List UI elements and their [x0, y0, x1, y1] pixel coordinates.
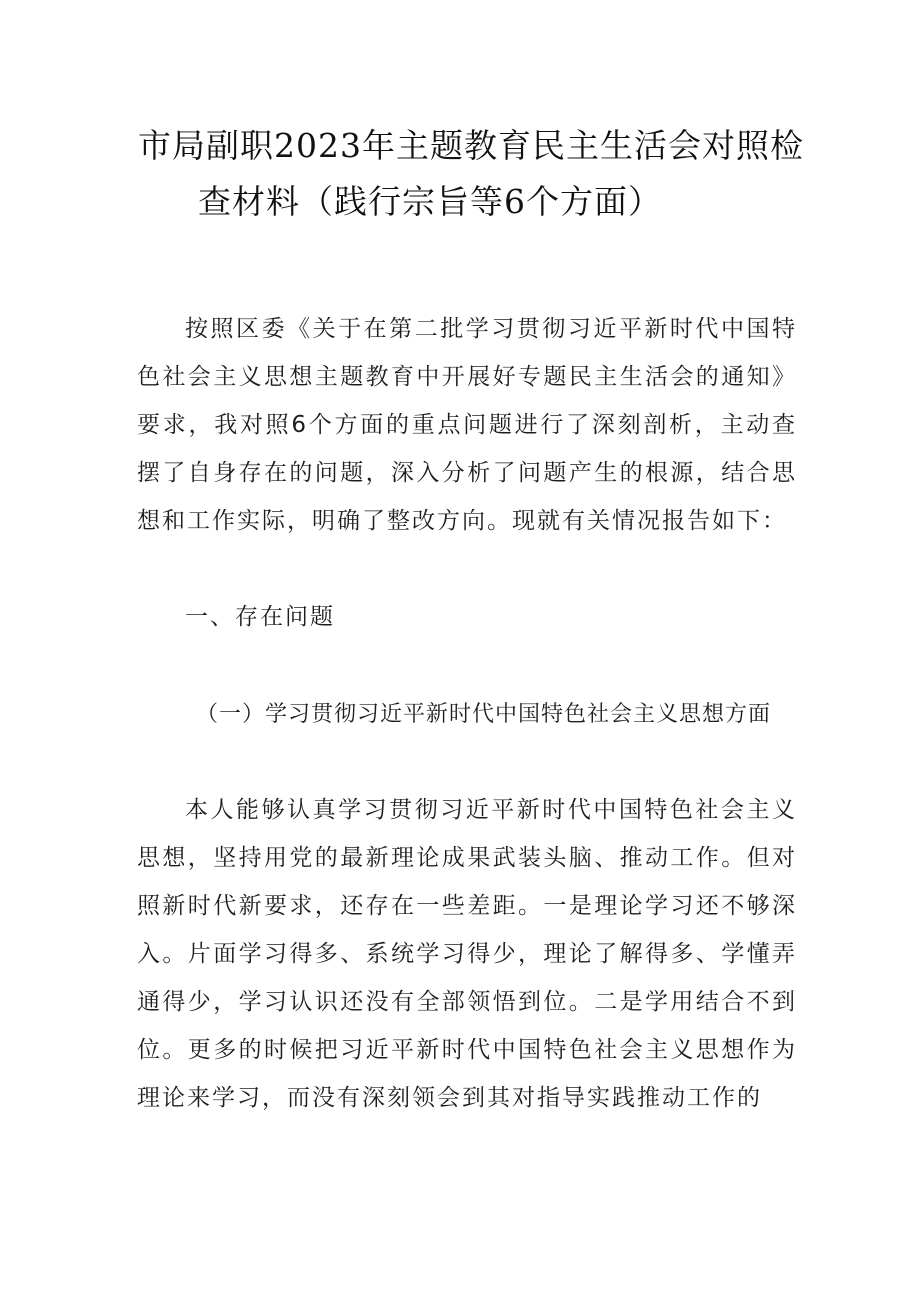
subsection-body-paragraph: 本人能够认真学习贯彻习近平新时代中国特色社会主义思想，坚持用党的最新理论成果武装头脑、推动工作。但对照新时代新要求，还存在一些差距。一是理论学习还不够深入。片面学习得多、系统学习得少，理论了解得多、学懂弄通得少，学习认识还没有全部领悟到位。二是学用结合不到位。更多的时候把习近平新时代中国特色社会主义思想作为理论来学习，而没有深刻领会到其对指导实践推动工作的 — [137, 797, 797, 1111]
title-line-1: 市局副职2023年主题教育民主生活会对照检 — [138, 126, 804, 165]
document-title — [120, 118, 820, 230]
section-heading-problems: 一、存在问题 — [185, 604, 335, 630]
intro-paragraph: 按照区委《关于在第二批学习贯彻习近平新时代中国特色社会主义思想主题教育中开展好专题民主生活会的通知》要求，我对照6个方面的重点问题进行了深刻剖析，主动查摆了自身存在的问题，深入分析了问题产生的根源，结合思想和工作实际，明确了整改方向。现就有关情况报告如下： — [137, 316, 797, 534]
title-line-2: 查材料（践行宗旨等6个方面） — [198, 182, 662, 221]
subsection-heading-theory-study: （一）学习贯彻习近平新时代中国特色社会主义思想方面 — [196, 702, 772, 727]
